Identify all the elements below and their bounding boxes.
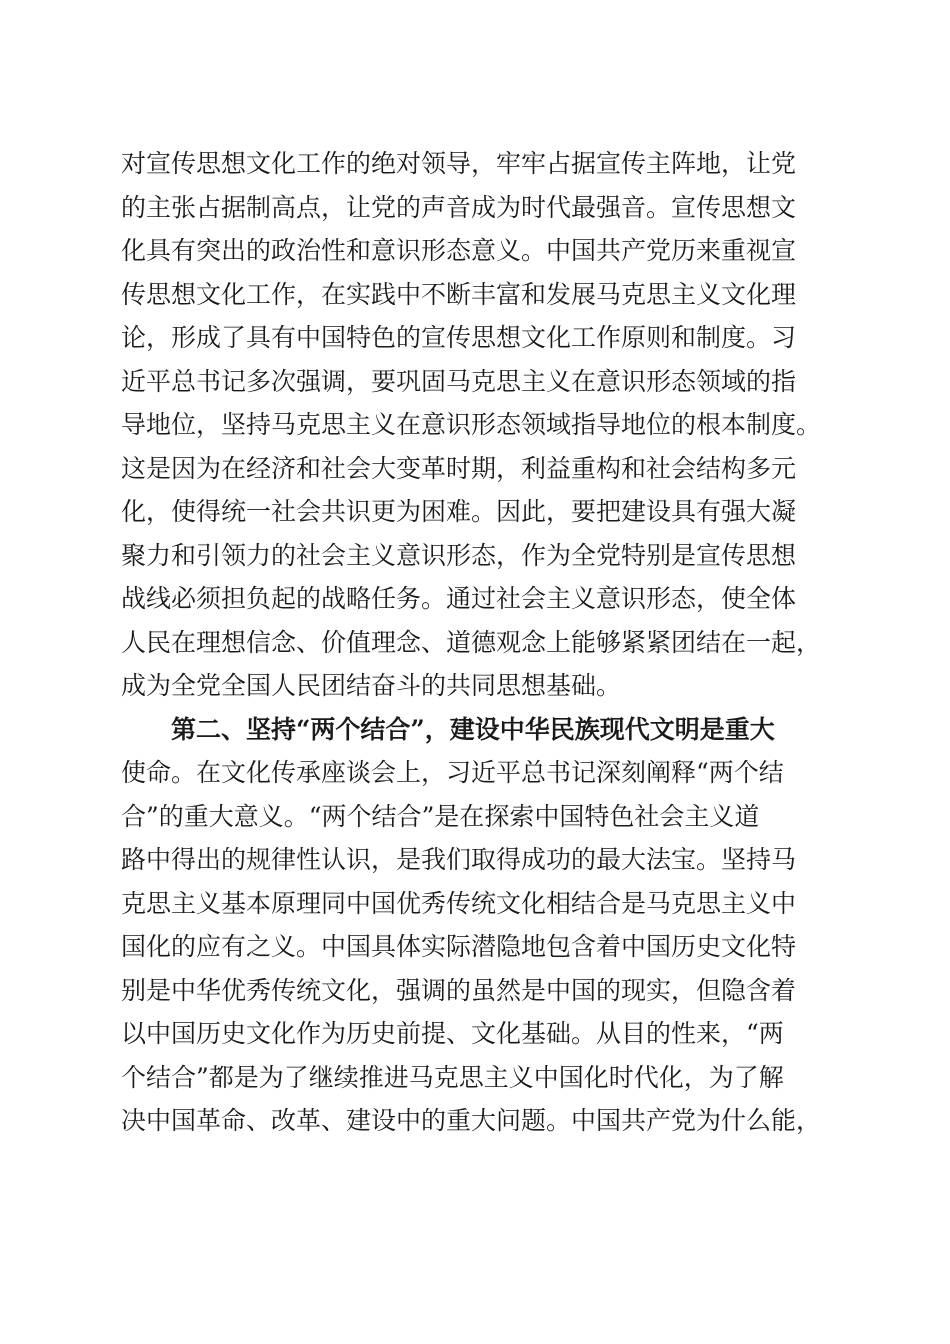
paragraph-line: 论，形成了具有中国特色的宣传思想文化工作原则和制度。习 [121, 323, 797, 352]
paragraph-2 [121, 708, 831, 1143]
paragraph-line: 近平总书记多次强调，要巩固马克思主义在意识形态领域的指 [121, 366, 797, 396]
paragraph-line: 化具有突出的政治性和意识形态意义。中国共产党历来重视宣 [121, 236, 797, 265]
paragraph-line: 聚力和引领力的社会主义意识形态，作为全党特别是宣传思想 [121, 540, 797, 570]
paragraph-line: 人民在理想信念、价值理念、道德观念上能够紧紧团结在一起， [121, 627, 822, 657]
paragraph-line: 化，使得统一社会共识更为困难。因此，要把建设具有强大凝 [121, 497, 797, 526]
document-body [121, 142, 831, 1143]
paragraph-line: 对宣传思想文化工作的绝对领导，牢牢占据宣传主阵地，让党 [121, 149, 797, 178]
paragraph-line: 的主张占据制高点，让党的声音成为时代最强音。宣传思想文 [121, 192, 797, 222]
paragraph-line: 这是因为在经济和社会大变革时期，利益重构和社会结构多元 [121, 453, 797, 483]
paragraph-line: 国化的应有之义。中国具体实际潜隐地包含着中国历史文化特 [121, 932, 797, 961]
paragraph-1 [121, 142, 831, 708]
paragraph-line: 个结合”都是为了继续推进马克思主义中国化时代化，为了解 [121, 1062, 784, 1092]
paragraph-line: 合”的重大意义。“两个结合”是在探索中国特色社会主义道 [121, 801, 760, 831]
paragraph-line: 以中国历史文化作为历史前提、文化基础。从目的性来，“两 [121, 1019, 784, 1048]
paragraph-line: 战线必须担负起的战略任务。通过社会主义意识形态，使全体 [121, 584, 797, 613]
paragraph-line: 成为全党全国人民团结奋斗的共同思想基础。 [121, 671, 622, 700]
paragraph-line: 克思主义基本原理同中国优秀传统文化相结合是马克思主义中 [121, 888, 797, 918]
paragraph-line: 使命。在文化传承座谈会上，习近平总书记深刻阐释“两个结 [121, 758, 784, 787]
paragraph-line: 导地位，坚持马克思主义在意识形态领域指导地位的根本制度。 [121, 410, 822, 439]
paragraph-line: 路中得出的规律性认识，是我们取得成功的最大法宝。坚持马 [121, 845, 797, 874]
paragraph-line: 传思想文化工作，在实践中不断丰富和发展马克思主义文化理 [121, 279, 797, 309]
paragraph-line: 别是中华优秀传统文化，强调的虽然是中国的现实，但隐含着 [121, 975, 797, 1005]
paragraph-line: 决中国革命、改革、建设中的重大问题。中国共产党为什么能， [121, 1106, 822, 1135]
section-heading: 第二、坚持“两个结合”，建设中华民族现代文明是重大 [171, 714, 775, 744]
